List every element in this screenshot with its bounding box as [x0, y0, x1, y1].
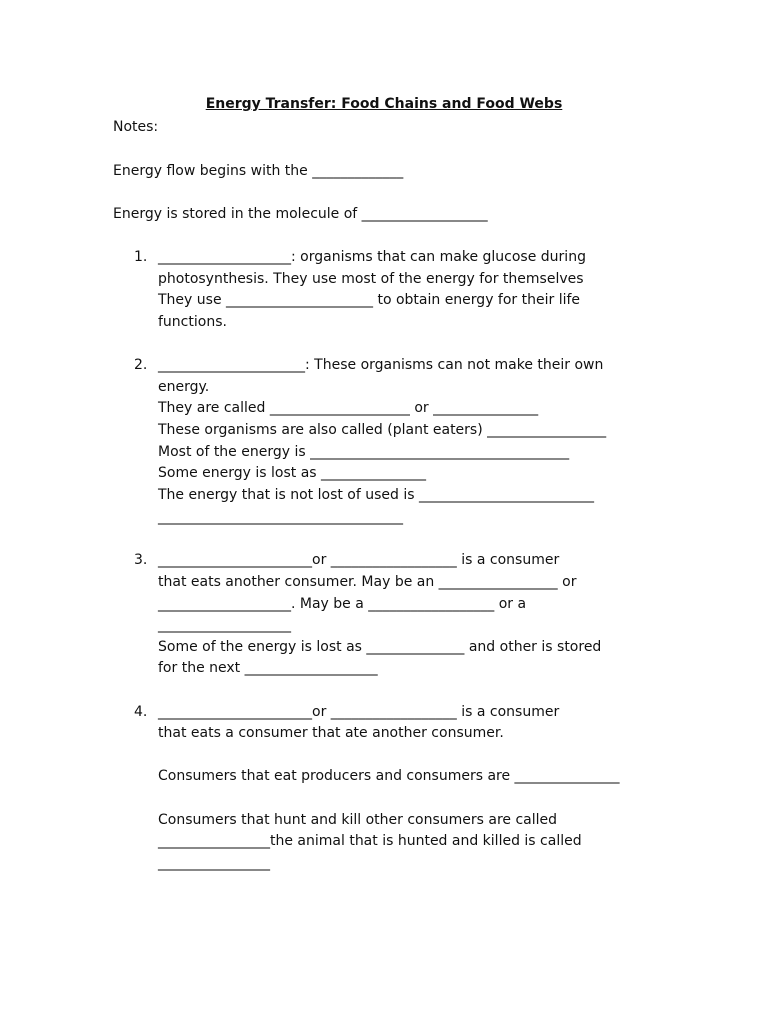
item-3-line: for the next ___________________ [158, 660, 378, 676]
item-2-line: Some energy is lost as _______________ [158, 465, 427, 481]
item-2-line: These organisms are also called (plant eaters) _________________ [158, 422, 607, 438]
item-4-number: 4. [134, 704, 148, 720]
item-4-line: that eats a consumer that ate another consumer. [158, 725, 504, 741]
item-4-line: Consumers that eat producers and consumers are _______________ [158, 768, 620, 784]
item-2-line: The energy that is not lost of used is _________________________ [158, 487, 594, 503]
item-3-line: ___________________. May be a __________________ or a [158, 596, 527, 612]
item-1-line: ___________________: organisms that can make glucose during [158, 249, 586, 265]
item-4-line: Consumers that hunt and kill other consumers are called [158, 812, 558, 828]
item-3-line: ___________________ [158, 617, 291, 633]
worksheet-title: Energy Transfer: Food Chains and Food Webs [205, 96, 563, 112]
item-2-number: 2. [134, 357, 148, 373]
item-2-line: Most of the energy is _____________________________________ [158, 444, 570, 460]
item-3-line: Some of the energy is lost as ______________ and other is stored [158, 639, 602, 655]
item-2-line: ___________________________________ [158, 509, 403, 525]
item-1-line: functions. [158, 314, 227, 330]
item-3-line: ______________________or __________________ is a consumer [158, 552, 560, 568]
item-2-line: _____________________: These organisms can not make their own [158, 357, 604, 373]
item-4-line: ________________ [158, 855, 270, 871]
notes-label: Notes: [113, 119, 159, 135]
item-2-line: energy. [158, 379, 210, 395]
item-1-line: photosynthesis. They use most of the energy for themselves [158, 271, 584, 287]
item-3-line: that eats another consumer. May be an _________________ or [158, 574, 577, 590]
item-2-line: They are called ____________________ or _______________ [158, 400, 539, 416]
intro-line-energy-flow: Energy flow begins with the _____________ [113, 163, 404, 179]
item-3-number: 3. [134, 552, 148, 568]
item-4-line: ______________________or __________________ is a consumer [158, 704, 560, 720]
item-1-number: 1. [134, 249, 148, 265]
item-1-line: They use _____________________ to obtain energy for their life [158, 292, 581, 308]
item-4-line: ________________the animal that is hunted and killed is called [158, 833, 582, 849]
intro-line-energy-stored: Energy is stored in the molecule of __________________ [113, 206, 488, 222]
